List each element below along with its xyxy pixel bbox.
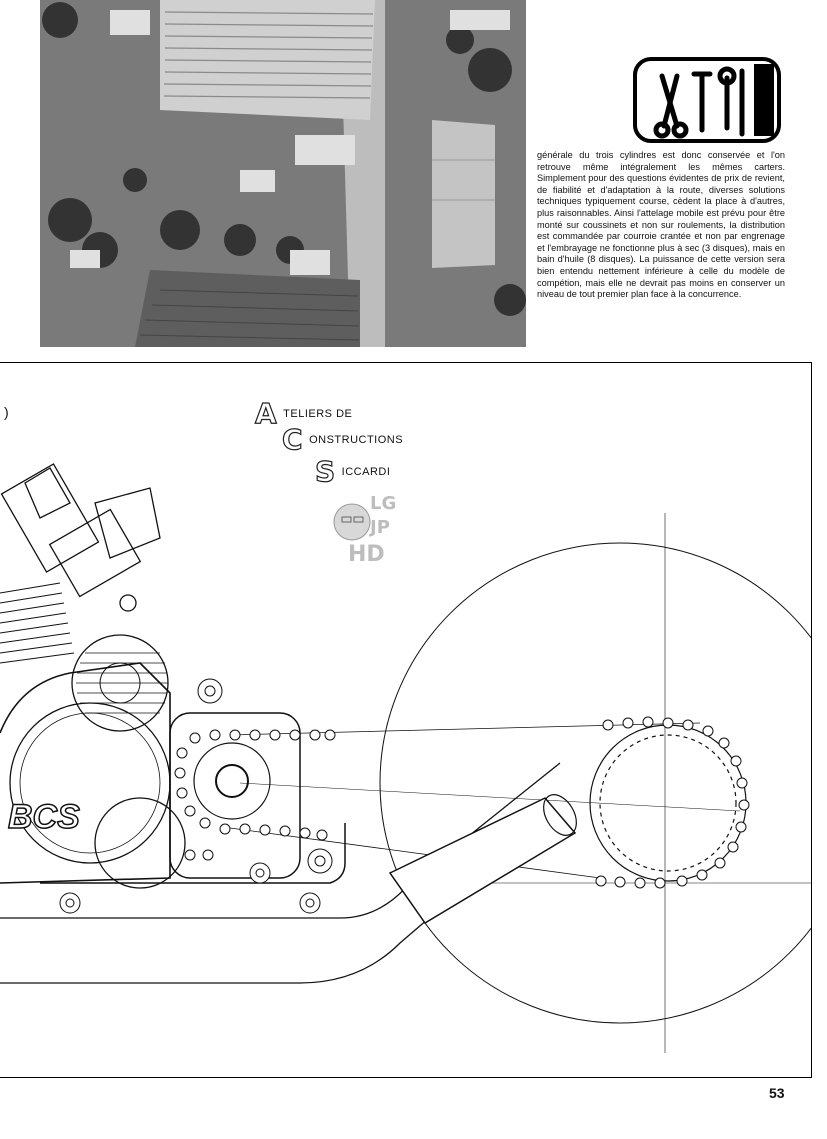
brand-line-1 (255, 397, 353, 430)
brand-word-3: ICCARDI (341, 466, 391, 478)
brand-word-1: TELIERS DE (283, 408, 353, 420)
tools-icon (632, 56, 782, 144)
watermark-line-2: JP (370, 517, 390, 538)
brand-initial-s: S (315, 455, 336, 488)
article-text: générale du trois cylindres est donc conservée et l'on retrouve même intégralement les mêmes carters. Simplement pour des questions évidentes de prix de revient, de fiabilité et d'adaptation à la route, diverses solutions techniques typiquement course, cèdent la place à d'autres, plus raisonnables. Ainsi l'attelage mobile est prévu pour être monté sur coussinets et non sur roulements, la distribution est commandée par courroie crantée et non par engrenage et l'embrayage ne fonctionne plus à sec (3 disques), mais en bain d'huile (8 disques). La puissance de cette version sera bien entendu nettement inférieure à celle du modèle de compétion, mais elle ne devrait pas moins en conserver un niveau de tout premier plan face à la concurrence. (537, 150, 785, 300)
brand-initial-c: C (282, 423, 304, 456)
aerial-factory-photo (40, 0, 526, 347)
brand-line-3 (315, 455, 391, 488)
watermark-line-3: HD (348, 542, 385, 567)
watermark-line-1: LG (370, 493, 397, 514)
brand-initial-a: A (255, 397, 278, 430)
watermark (330, 487, 400, 567)
brand-line-2 (282, 423, 404, 456)
engine-logo: BCS (8, 798, 80, 836)
edge-mark: ) (4, 404, 9, 420)
technique-logo (632, 56, 782, 144)
page-number: 53 (769, 1085, 785, 1101)
brand-word-2: ONSTRUCTIONS (309, 434, 404, 446)
